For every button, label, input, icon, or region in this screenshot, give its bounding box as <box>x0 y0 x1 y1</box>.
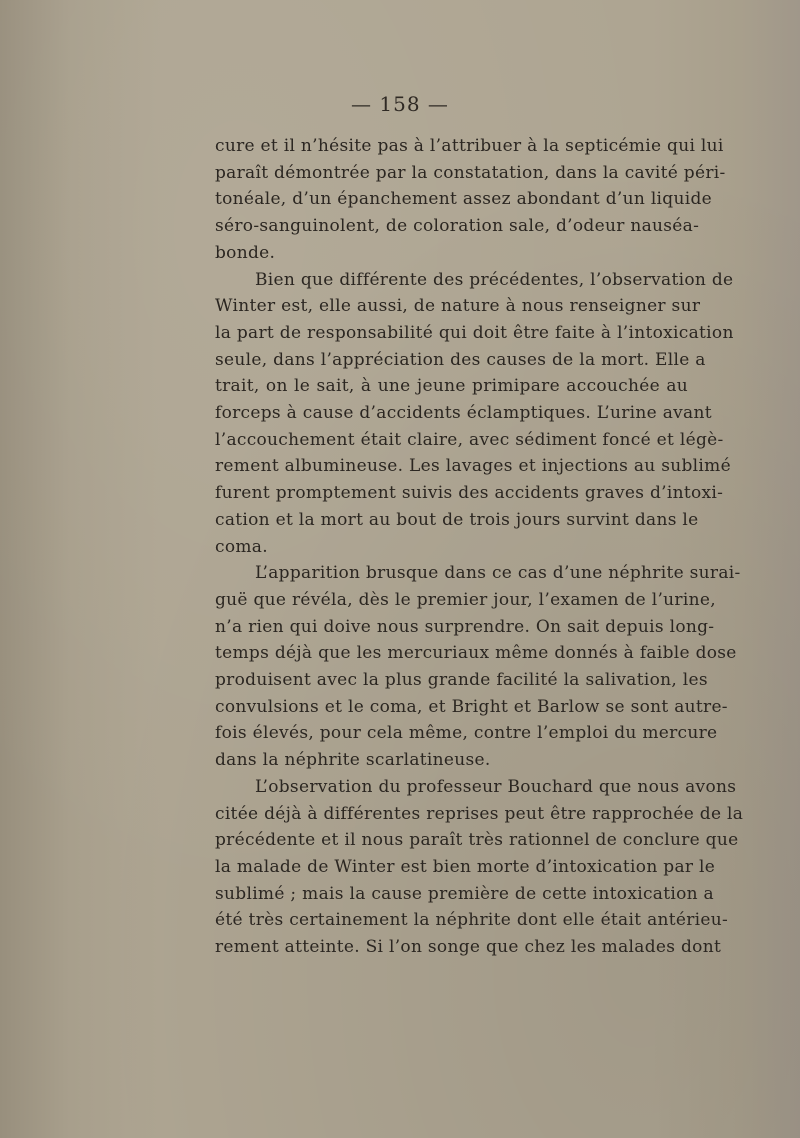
text-line: tonéale, d’un épanchement assez abondant d’un liquide <box>215 189 713 210</box>
text-line: convulsions et le coma, et Bright et Barlow se sont autre- <box>215 696 728 717</box>
text-line: bonde. <box>215 242 276 263</box>
text-line: la malade de Winter est bien morte d’intoxication par le <box>215 856 716 877</box>
text-line: séro-sanguinolent, de coloration sale, d’odeur nauséa- <box>215 216 700 237</box>
text-line: forceps à cause d’accidents éclamptiques. L’urine avant <box>215 403 712 424</box>
text-line: L’apparition brusque dans ce cas d’une néphrite surai- <box>255 563 741 584</box>
text-line: coma. <box>215 536 268 557</box>
text-line: paraît démontrée par la constatation, dans la cavité péri- <box>215 162 726 183</box>
page-number-header: — 158 — <box>351 92 449 116</box>
text-line: Bien que différente des précédentes, l’observation de <box>255 269 734 290</box>
text-line: Winter est, elle aussi, de nature à nous renseigner sur <box>215 296 701 317</box>
text-line: précédente et il nous paraît très rationnel de conclure que <box>215 830 739 851</box>
text-line: n’a rien qui doive nous surprendre. On sait depuis long- <box>215 616 715 637</box>
text-line: guë que révéla, dès le premier jour, l’examen de l’urine, <box>215 589 716 610</box>
text-line: seule, dans l’appréciation des causes de la mort. Elle a <box>215 349 706 370</box>
text-line: fois élevés, pour cela même, contre l’emploi du mercure <box>215 723 718 744</box>
text-line: rement albumineuse. Les lavages et injections au sublimé <box>215 456 731 477</box>
text-line: été très certainement la néphrite dont elle était antérieu- <box>215 910 729 931</box>
text-line: sublimé ; mais la cause première de cette intoxication a <box>215 883 714 904</box>
text-line: temps déjà que les mercuriaux même donnés à faible dose <box>215 643 737 664</box>
text-line: cation et la mort au bout de trois jours survint dans le <box>215 509 699 530</box>
text-line: furent promptement suivis des accidents graves d’intoxi- <box>215 483 724 504</box>
text-line: l’accouchement était claire, avec sédiment foncé et légè- <box>215 429 724 450</box>
text-line: produisent avec la plus grande facilité la salivation, les <box>215 670 708 691</box>
page-body-text <box>215 133 744 961</box>
text-line: dans la néphrite scarlatineuse. <box>215 750 491 771</box>
text-line: citée déjà à différentes reprises peut être rapprochée de la <box>215 803 744 824</box>
text-line: L’observation du professeur Bouchard que nous avons <box>255 776 737 797</box>
text-line: trait, on le sait, à une jeune primipare accouchée au <box>215 376 688 397</box>
text-line: la part de responsabilité qui doit être faite à l’intoxication <box>215 322 734 343</box>
text-line: cure et il n’hésite pas à l’attribuer à la septicémie qui lui <box>215 136 724 156</box>
text-line: rement atteinte. Si l’on songe que chez les malades dont <box>215 937 722 958</box>
